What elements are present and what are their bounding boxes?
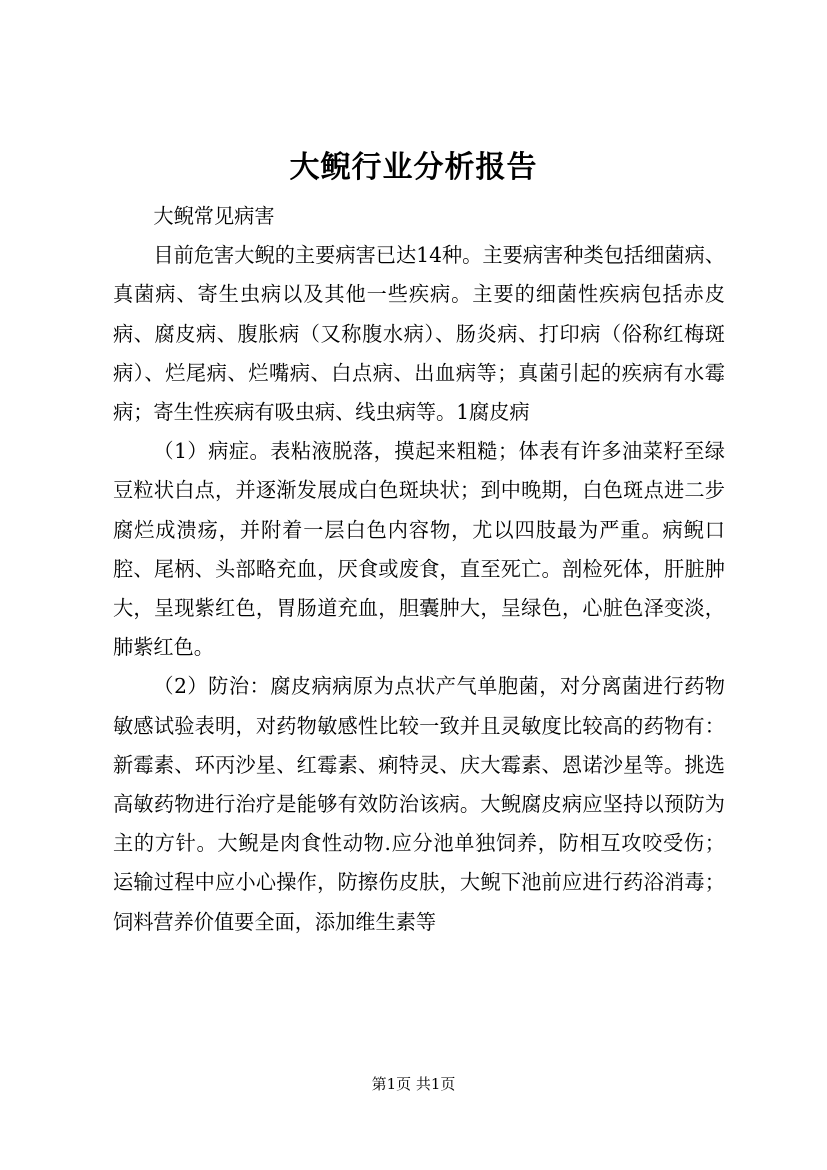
paragraph-symptoms: （1）病症。表粘液脱落，摸起来粗糙；体表有许多油菜籽至绿豆粒状白点，并逐渐发展成白色斑块状；到中晚期，白色斑点进二步腐烂成溃疡，并附着一层白色内容物，尤以四肢最为严重。病鲵口腔、尾柄、头部略充血，厌食或废食，直至死亡。剖检死体，肝脏肿大，呈现紫红色，胃肠道充血，胆囊肿大，呈绿色，心脏色泽变淡，肺紫红色。 [113,439,725,660]
paragraph-overview: 目前危害大鲵的主要病害已达14种。主要病害种类包括细菌病、真菌病、寄生虫病以及其他一些疾病。主要的细菌性疾病包括赤皮病、腐皮病、腹胀病（又称腹水病）、肠炎病、打印病（俗称红梅斑病）、烂尾病、烂嘴病、白点病、出血病等；真菌引起的疾病有水霉病；寄生性疾病有吸虫病、线虫病等。1腐皮病 [113,243,725,425]
page-title: 大鲵行业分析报告 [289,150,538,185]
document-body [113,197,725,942]
page-footer: 第1页 共1页 [371,1075,456,1093]
paragraph-treatment: （2）防治：腐皮病病原为点状产气单胞菌，对分离菌进行药物敏感试验表明，对药物敏感性比较一致并且灵敏度比较高的药物有：新霉素、环丙沙星、红霉素、痢特灵、庆大霉素、恩诺沙星等。挑选高敏药物进行治疗是能够有效防治该病。大鲵腐皮病应坚持以预防为主的方针。大鲵是肉食性动物.应分池单独饲养，防相互攻咬受伤；运输过程中应小心操作，防擦伤皮肤，大鲵下池前应进行药浴消毒；饲料营养价值要全面，添加维生素等 [113,674,725,934]
section-heading: 大鲵常见病害 [153,204,275,228]
